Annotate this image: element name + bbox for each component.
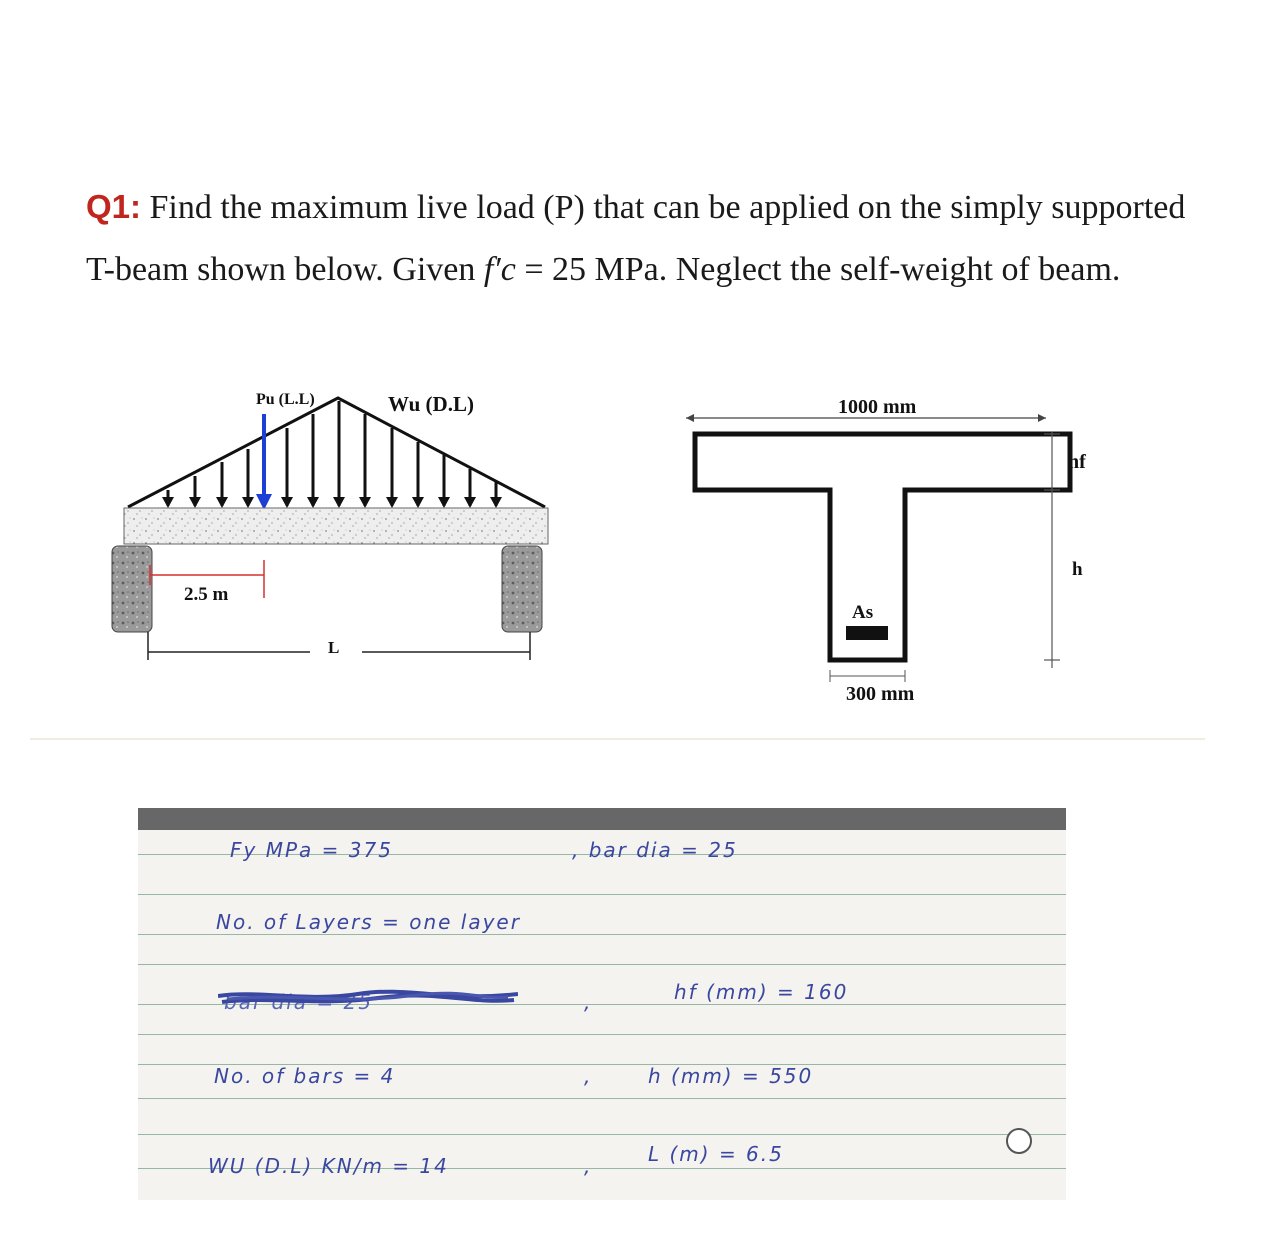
right-support xyxy=(502,546,542,632)
load-arrowheads xyxy=(162,497,502,508)
t-section xyxy=(686,396,1086,705)
question-label: Q1: xyxy=(86,188,142,225)
ruled-line xyxy=(138,1034,1066,1035)
crossed-out-note: bar dia = 25 xyxy=(224,990,373,1014)
paper-shadow xyxy=(138,808,1066,830)
fy-note: Fy MPa = 375 xyxy=(230,838,393,862)
ruled-line xyxy=(138,1098,1066,1099)
wu-label: Wu (D.L) xyxy=(388,392,474,416)
dim-2.5-label: 2.5 m xyxy=(184,584,229,605)
h-label: h xyxy=(1072,559,1083,580)
hf-note: hf (mm) = 160 xyxy=(674,980,849,1004)
fc-symbol: f′c xyxy=(483,251,516,288)
load-arrows xyxy=(168,401,496,506)
separator-2: , xyxy=(584,1064,593,1088)
h-note: h (mm) = 550 xyxy=(648,1064,814,1088)
flange-width-label: 1000 mm xyxy=(838,396,917,418)
beam-diagram xyxy=(112,391,548,660)
ruled-line xyxy=(138,964,1066,965)
span-label: L xyxy=(328,638,340,657)
ruled-line xyxy=(138,1134,1066,1135)
question-line-2b: = 25 MPa. Neglect the self-weight of beam. xyxy=(515,251,1121,288)
load-triangle xyxy=(128,398,545,507)
ruled-line xyxy=(138,894,1066,895)
as-label: As xyxy=(852,602,874,623)
divider xyxy=(30,738,1205,740)
wu-note: WU (D.L) KN/m = 14 xyxy=(208,1154,449,1178)
beam-body xyxy=(124,508,548,544)
scribble-strike xyxy=(218,988,518,1010)
ruled-line xyxy=(138,934,1066,935)
left-support xyxy=(112,546,152,632)
l-note: L (m) = 6.5 xyxy=(648,1142,784,1166)
paper-hole xyxy=(1006,1128,1032,1154)
as-bar xyxy=(846,626,888,640)
separator-1: , xyxy=(584,990,593,1014)
layers-note: No. of Layers = one layer xyxy=(216,910,521,934)
hf-label: hf xyxy=(1068,451,1086,473)
separator-3: , xyxy=(584,1154,593,1178)
question-line-2a: T-beam shown below. Given xyxy=(86,251,484,288)
handwritten-notes xyxy=(138,808,1066,1200)
bar-dia-note: , bar dia = 25 xyxy=(572,838,738,862)
question-line-1-text: Find the maximum live load (P) that can be applied on the simply supported xyxy=(149,189,1186,226)
pu-label: Pu (L.L) xyxy=(256,391,315,408)
web-width-label: 300 mm xyxy=(846,683,915,705)
bars-note: No. of bars = 4 xyxy=(214,1064,396,1088)
